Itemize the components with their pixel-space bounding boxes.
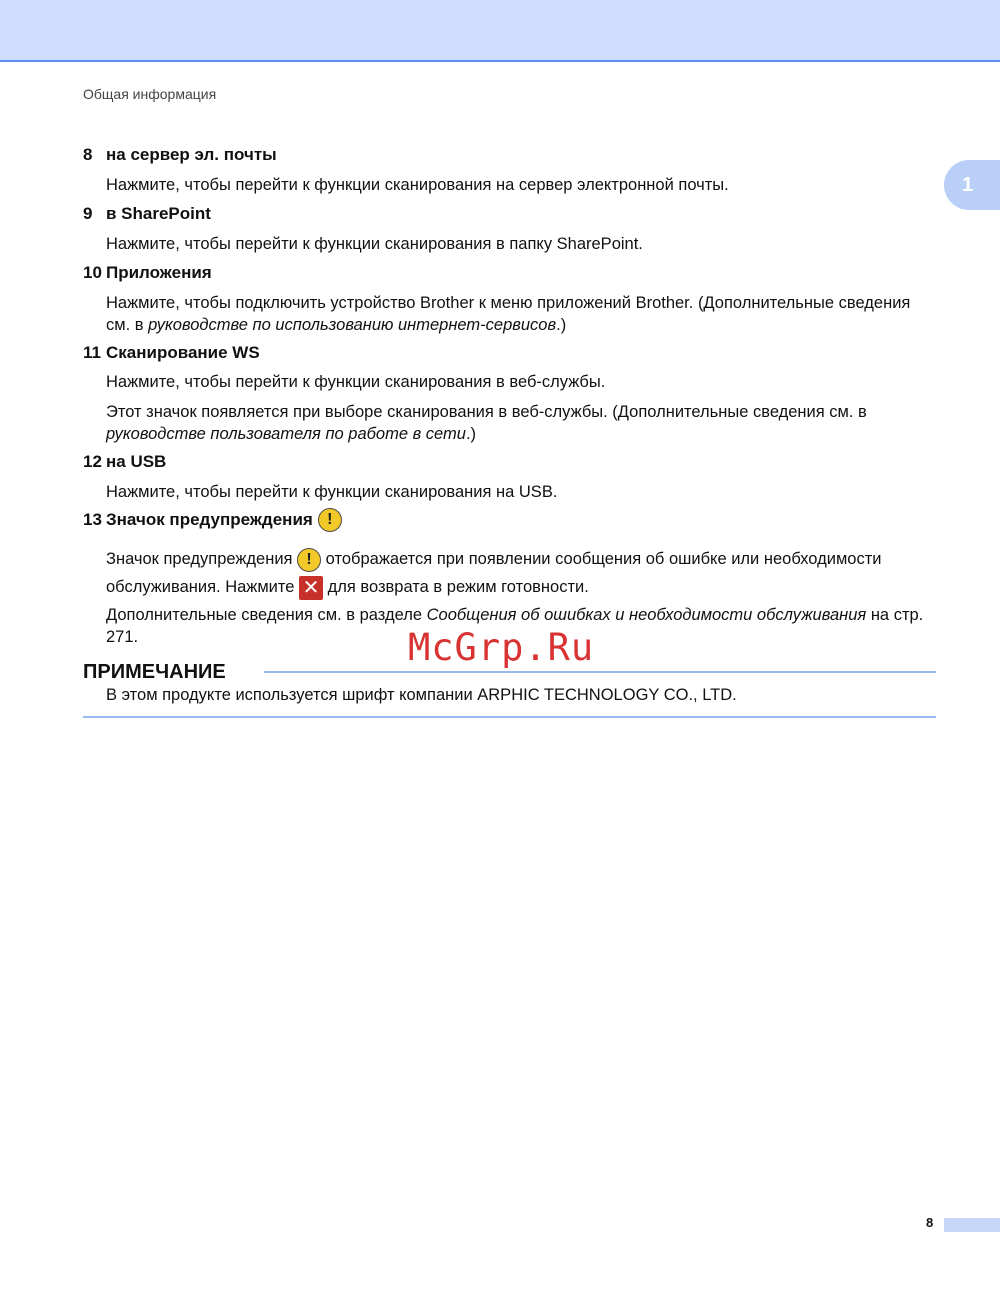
item-number: 9 bbox=[83, 204, 93, 223]
item-heading bbox=[83, 508, 943, 532]
item-title: Приложения bbox=[106, 263, 212, 282]
note-divider-bottom bbox=[83, 716, 936, 718]
text: отображается при появлении сообщения об ошибке или необходимости обслуживания. Нажмите bbox=[106, 550, 882, 596]
running-header: Общая информация bbox=[83, 86, 217, 102]
note-title: ПРИМЕЧАНИЕ bbox=[83, 661, 226, 683]
item-number: 12 bbox=[83, 452, 102, 471]
list-item-12 bbox=[83, 452, 943, 501]
item-heading bbox=[83, 452, 943, 472]
text: Этот значок появляется при выборе сканирования в веб-службы. (Дополнительные сведения см. в bbox=[106, 403, 867, 421]
item-description bbox=[106, 545, 936, 601]
item-description-2 bbox=[106, 401, 936, 445]
list-item-11 bbox=[83, 343, 943, 443]
page-number-band bbox=[944, 1218, 1000, 1232]
warning-icon: ! bbox=[318, 508, 342, 532]
item-description: Нажмите, чтобы перейти к функции сканирования в папку SharePoint. bbox=[106, 235, 643, 253]
item-description: Нажмите, чтобы перейти к функции сканирования на USB. bbox=[106, 483, 558, 501]
note-divider-top bbox=[264, 671, 936, 673]
text: Значок предупреждения bbox=[106, 550, 293, 568]
list-item-13 bbox=[83, 508, 943, 646]
text: .) bbox=[556, 316, 567, 334]
page-number: 8 bbox=[926, 1215, 934, 1230]
text: .) bbox=[465, 425, 477, 443]
text: на стр. 271. bbox=[106, 606, 924, 646]
item-description bbox=[106, 292, 936, 336]
item-description: Нажмите, чтобы перейти к функции сканирования на сервер электронной почты. bbox=[106, 176, 729, 194]
top-header-band bbox=[0, 0, 1000, 62]
item-title: Сканирование WS bbox=[106, 343, 260, 362]
text: для возврата в режим готовности. bbox=[327, 578, 589, 596]
chapter-tab: 1 bbox=[944, 160, 1000, 210]
watermark: McGrp.Ru bbox=[408, 626, 595, 669]
note-text: В этом продукте используется шрифт компании ARPHIC TECHNOLOGY CO., LTD. bbox=[106, 686, 737, 704]
item-number: 10 bbox=[83, 263, 102, 282]
item-number: 11 bbox=[83, 343, 101, 362]
list-item-9 bbox=[83, 204, 943, 253]
text: Дополнительные сведения см. в разделе bbox=[106, 606, 427, 624]
list-item-10 bbox=[83, 263, 943, 334]
text: Нажмите, чтобы подключить устройство Brother к меню приложений Brother. (Дополнительные сведения см. в bbox=[106, 294, 911, 334]
item-number: 8 bbox=[83, 145, 93, 164]
close-icon: ✕ bbox=[299, 576, 323, 600]
item-title: на USB bbox=[106, 452, 167, 471]
item-title: Значок предупреждения bbox=[106, 510, 313, 529]
item-title: в SharePoint bbox=[106, 204, 211, 223]
item-title: на сервер эл. почты bbox=[106, 145, 277, 164]
warning-icon: ! bbox=[297, 548, 321, 572]
guide-reference: руководстве по использованию интернет-сервисов bbox=[148, 316, 557, 334]
section-reference: Сообщения об ошибках и необходимости обслуживания bbox=[426, 606, 867, 624]
item-heading bbox=[83, 343, 943, 363]
list-item-8 bbox=[83, 145, 943, 194]
item-heading bbox=[83, 204, 943, 224]
item-description: Нажмите, чтобы перейти к функции сканирования в веб-службы. bbox=[106, 373, 606, 391]
guide-reference: руководстве пользователя по работе в сети bbox=[106, 425, 466, 443]
item-heading bbox=[83, 145, 943, 165]
item-number: 13 bbox=[83, 510, 102, 529]
item-heading bbox=[83, 263, 943, 283]
